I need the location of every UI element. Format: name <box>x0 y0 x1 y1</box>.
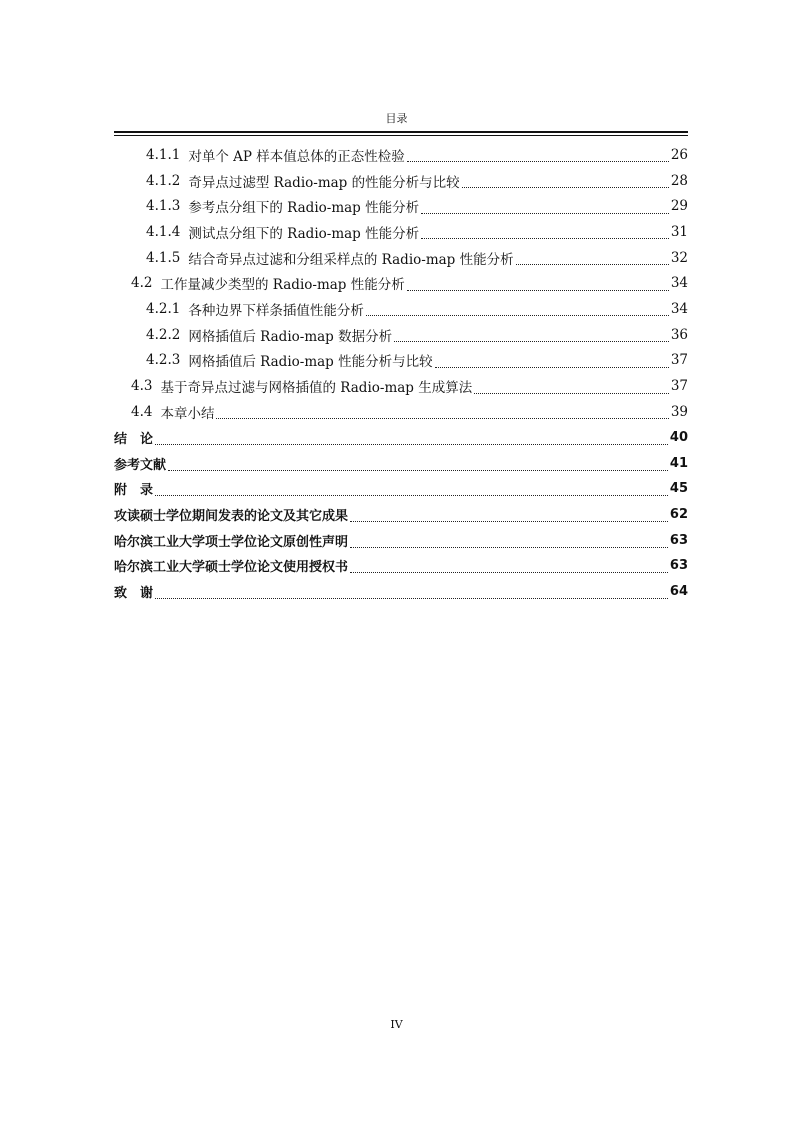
toc-leader <box>421 203 669 214</box>
toc-title: 网格插值后 Radio-map 性能分析与比较 <box>188 354 433 371</box>
running-header: 目录 <box>385 112 408 125</box>
toc-entry[interactable] <box>114 193 688 219</box>
toc-title: 附 录 <box>114 483 154 499</box>
toc-page: 29 <box>670 198 688 215</box>
toc-page: 62 <box>669 506 688 522</box>
toc-leader <box>350 511 668 522</box>
toc-leader <box>462 177 669 188</box>
toc-title: 网格插值后 Radio-map 数据分析 <box>188 328 393 345</box>
toc-leader <box>350 562 668 573</box>
toc-leader <box>155 485 668 496</box>
toc-number: 4.2.3 <box>146 352 181 369</box>
toc-number: 4.1.4 <box>146 223 181 240</box>
toc-title: 结合奇异点过滤和分组采样点的 Radio-map 性能分析 <box>188 251 514 268</box>
toc-page: 64 <box>669 584 688 600</box>
toc-page: 31 <box>670 223 688 240</box>
page-number: IV <box>390 1018 403 1031</box>
toc-entry[interactable] <box>114 502 688 528</box>
toc-entry[interactable] <box>114 219 688 245</box>
toc-number: 4.1.2 <box>146 172 181 189</box>
toc-leader <box>155 434 668 445</box>
toc-page: 63 <box>669 532 688 548</box>
toc-entry[interactable] <box>114 527 688 553</box>
toc-number: 4.1.1 <box>146 146 181 163</box>
toc-page: 37 <box>670 352 688 369</box>
toc-title: 对单个 AP 样本值总体的正态性检验 <box>188 148 405 165</box>
toc-number: 4.4 <box>131 403 153 420</box>
toc-entry[interactable] <box>114 270 688 296</box>
toc-title: 参考点分组下的 Radio-map 性能分析 <box>188 200 420 217</box>
toc-number: 4.1.3 <box>146 198 181 215</box>
toc-entry[interactable] <box>114 553 688 579</box>
toc-page: 36 <box>670 326 688 343</box>
toc-title: 攻读硕士学位期间发表的论文及其它成果 <box>114 508 349 524</box>
toc-leader <box>407 280 669 291</box>
toc-number: 4.3 <box>131 378 153 395</box>
toc-entry[interactable] <box>114 373 688 399</box>
toc-number: 4.2 <box>131 275 153 292</box>
toc-entry[interactable] <box>114 322 688 348</box>
toc-title: 基于奇异点过滤与网格插值的 Radio-map 生成算法 <box>160 380 473 397</box>
header-rule-thin <box>114 135 688 136</box>
toc-page: 34 <box>670 300 688 317</box>
toc-title: 本章小结 <box>160 405 215 422</box>
toc-number: 4.2.1 <box>146 300 181 317</box>
toc-title: 结 论 <box>114 431 154 447</box>
toc-page: 41 <box>669 455 688 471</box>
toc-title: 参考文献 <box>114 457 167 473</box>
toc-page: 32 <box>670 249 688 266</box>
toc-leader <box>435 357 669 368</box>
toc-leader <box>407 151 669 162</box>
toc-entry[interactable] <box>114 348 688 374</box>
toc-title: 奇异点过滤型 Radio-map 的性能分析与比较 <box>188 174 460 191</box>
toc-entry[interactable] <box>114 399 688 425</box>
toc-leader <box>394 331 669 342</box>
toc-title: 致 谢 <box>114 586 154 602</box>
header-rule-thick <box>114 131 688 133</box>
toc-number: 4.1.5 <box>146 249 181 266</box>
toc-entry[interactable] <box>114 579 688 605</box>
toc-title: 测试点分组下的 Radio-map 性能分析 <box>188 225 420 242</box>
toc-page: 63 <box>669 558 688 574</box>
toc-title: 工作量减少类型的 Radio-map 性能分析 <box>160 277 405 294</box>
table-of-contents <box>114 142 688 604</box>
toc-page: 26 <box>670 146 688 163</box>
toc-page: 45 <box>669 481 688 497</box>
toc-entry[interactable] <box>114 245 688 271</box>
toc-title: 哈尔滨工业大学项士学位论文原创性声明 <box>114 534 349 550</box>
toc-page: 37 <box>670 378 688 395</box>
toc-leader <box>516 254 669 265</box>
toc-leader <box>216 408 668 419</box>
toc-title: 各种边界下样条插值性能分析 <box>188 302 364 319</box>
toc-title: 哈尔滨工业大学硕士学位论文使用授权书 <box>114 560 349 576</box>
toc-entry[interactable] <box>114 476 688 502</box>
toc-page: 39 <box>670 403 688 420</box>
toc-entry[interactable] <box>114 425 688 451</box>
toc-entry[interactable] <box>114 168 688 194</box>
toc-page: 34 <box>670 275 688 292</box>
toc-page: 40 <box>669 429 688 445</box>
toc-leader <box>155 588 668 599</box>
toc-leader <box>350 537 668 548</box>
toc-leader <box>421 228 669 239</box>
toc-entry[interactable] <box>114 296 688 322</box>
toc-entry[interactable] <box>114 450 688 476</box>
toc-entry[interactable] <box>114 142 688 168</box>
toc-leader <box>366 305 669 316</box>
toc-leader <box>474 383 669 394</box>
toc-page: 28 <box>670 172 688 189</box>
toc-leader <box>168 460 668 471</box>
toc-number: 4.2.2 <box>146 326 181 343</box>
